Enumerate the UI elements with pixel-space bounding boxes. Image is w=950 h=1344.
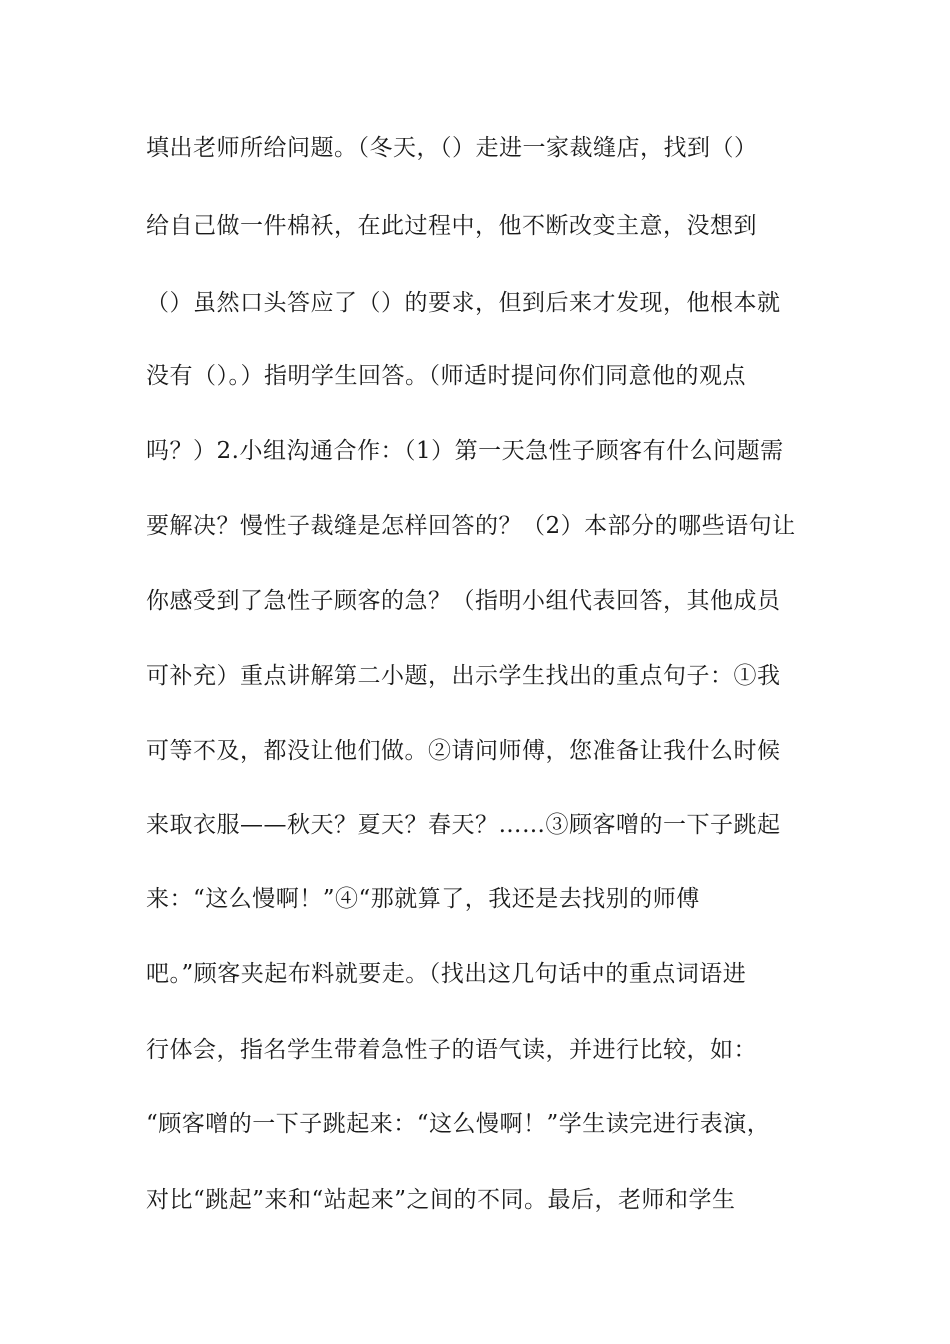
text-line-2: 给自己做一件棉袄，在此过程中，他不断改变主意，没想到 bbox=[146, 213, 757, 239]
text-line-4: 没有（）。）指明学生回答。（师适时提问你们同意他的观点 bbox=[146, 363, 746, 389]
text-line-9: 可等不及，都没让他们做。②请问师傅，您准备让我什么时候 bbox=[146, 738, 781, 764]
text-line-3: （）虽然口头答应了（）的要求，但到后来才发现，他根本就 bbox=[146, 290, 781, 316]
text-line-8: 可补充）重点讲解第二小题，出示学生找出的重点句子：①我 bbox=[146, 663, 781, 689]
text-line-13: 行体会，指名学生带着急性子的语气读，并进行比较，如： bbox=[146, 1037, 757, 1063]
text-line-5: 吗？）2.小组沟通合作：（1）第一天急性子顾客有什么问题需 bbox=[146, 438, 784, 464]
text-line-12: 吧。”顾客夹起布料就要走。（找出这几句话中的重点词语进 bbox=[146, 961, 747, 987]
text-line-14: “顾客噌的一下子跳起来：“这么慢啊！”学生读完进行表演， bbox=[146, 1111, 771, 1137]
text-line-7: 你感受到了急性子顾客的急？（指明小组代表回答，其他成员 bbox=[146, 588, 781, 614]
text-line-11: 来：“这么慢啊！”④“那就算了，我还是去找别的师傅 bbox=[146, 886, 700, 912]
text-line-10: 来取衣服——秋天？夏天？春天？……③顾客噌的一下子跳起 bbox=[146, 812, 781, 838]
text-line-6: 要解决？慢性子裁缝是怎样回答的？（2）本部分的哪些语句让 bbox=[146, 513, 796, 539]
text-line-15: 对比“跳起”来和“站起来”之间的不同。最后，老师和学生 bbox=[146, 1187, 736, 1213]
text-line-1: 填出老师所给问题。（冬天，（）走进一家裁缝店，找到（） bbox=[146, 135, 758, 161]
